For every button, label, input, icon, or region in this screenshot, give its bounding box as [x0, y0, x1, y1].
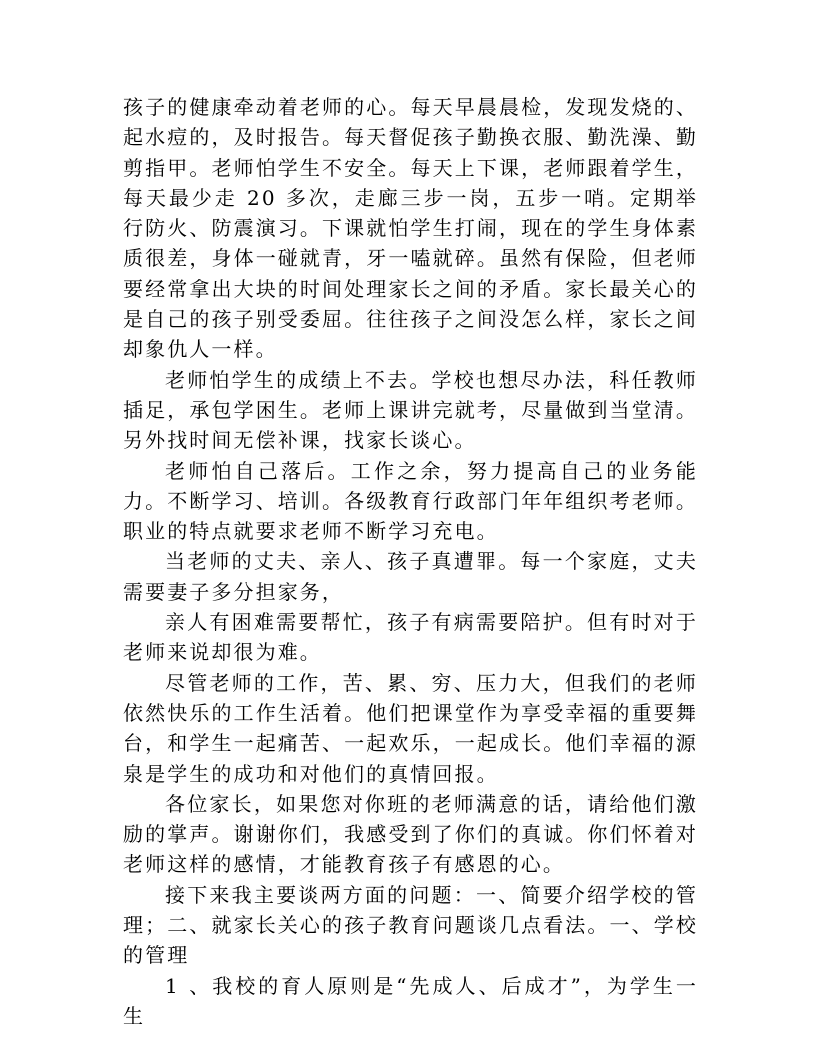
paragraph-2: 老师怕学生的成绩上不去。学校也想尽办法，科任教师插足，承包学困生。老师上课讲完就考，尽量做到当堂清。另外找时间无偿补课，找家长谈心。 — [123, 367, 698, 453]
paragraph-1: 孩子的健康牵动着老师的心。每天早晨晨检，发现发烧的、起水痘的，及时报告。每天督促孩子勤换衣服、勤洗澡、勤剪指甲。老师怕学生不安全。每天上下课，老师跟着学生，每天最少走 20 多次，走廊三步一岗，五步一哨。定期举行防火、防震演习。下课就怕学生打闹，现在的学生身体素质很差，身体一碰就青，牙一嗑就碎。虽然有保险，但老师要经常拿出大块的时间处理家长之间的矛盾。家长最关心的是自己的孩子别受委屈。往往孩子之间没怎么样，家长之间却象仇人一样。 — [123, 95, 698, 362]
paragraph-7: 各位家长，如果您对你班的老师满意的话，请给他们激励的掌声。谢谢你们，我感受到了你们的真诚。你们怀着对老师这样的感情，才能教育孩子有感恩的心。 — [123, 791, 698, 877]
paragraph-9: 1 、我校的育人原则是“先成人、后成才”，为学生一生 — [123, 973, 698, 1028]
document-page — [123, 92, 698, 1031]
paragraph-3: 老师怕自己落后。工作之余，努力提高自己的业务能力。不断学习、培训。各级教育行政部门年年组织考老师。职业的特点就要求老师不断学习充电。 — [123, 458, 698, 544]
paragraph-5: 亲人有困难需要帮忙，孩子有病需要陪护。但有时对于老师来说却很为难。 — [123, 610, 698, 665]
paragraph-6: 尽管老师的工作，苦、累、穷、压力大，但我们的老师依然快乐的工作生活着。他们把课堂作为享受幸福的重要舞台，和学生一起痛苦、一起欢乐，一起成长。他们幸福的源泉是学生的成功和对他们的真情回报。 — [123, 670, 698, 786]
paragraph-8: 接下来我主要谈两方面的问题：一、简要介绍学校的管理；二、就家长关心的孩子教育问题谈几点看法。一、学校的管理 — [123, 882, 698, 968]
paragraph-4: 当老师的丈夫、亲人、孩子真遭罪。每一个家庭，丈夫需要妻子多分担家务， — [123, 549, 698, 604]
